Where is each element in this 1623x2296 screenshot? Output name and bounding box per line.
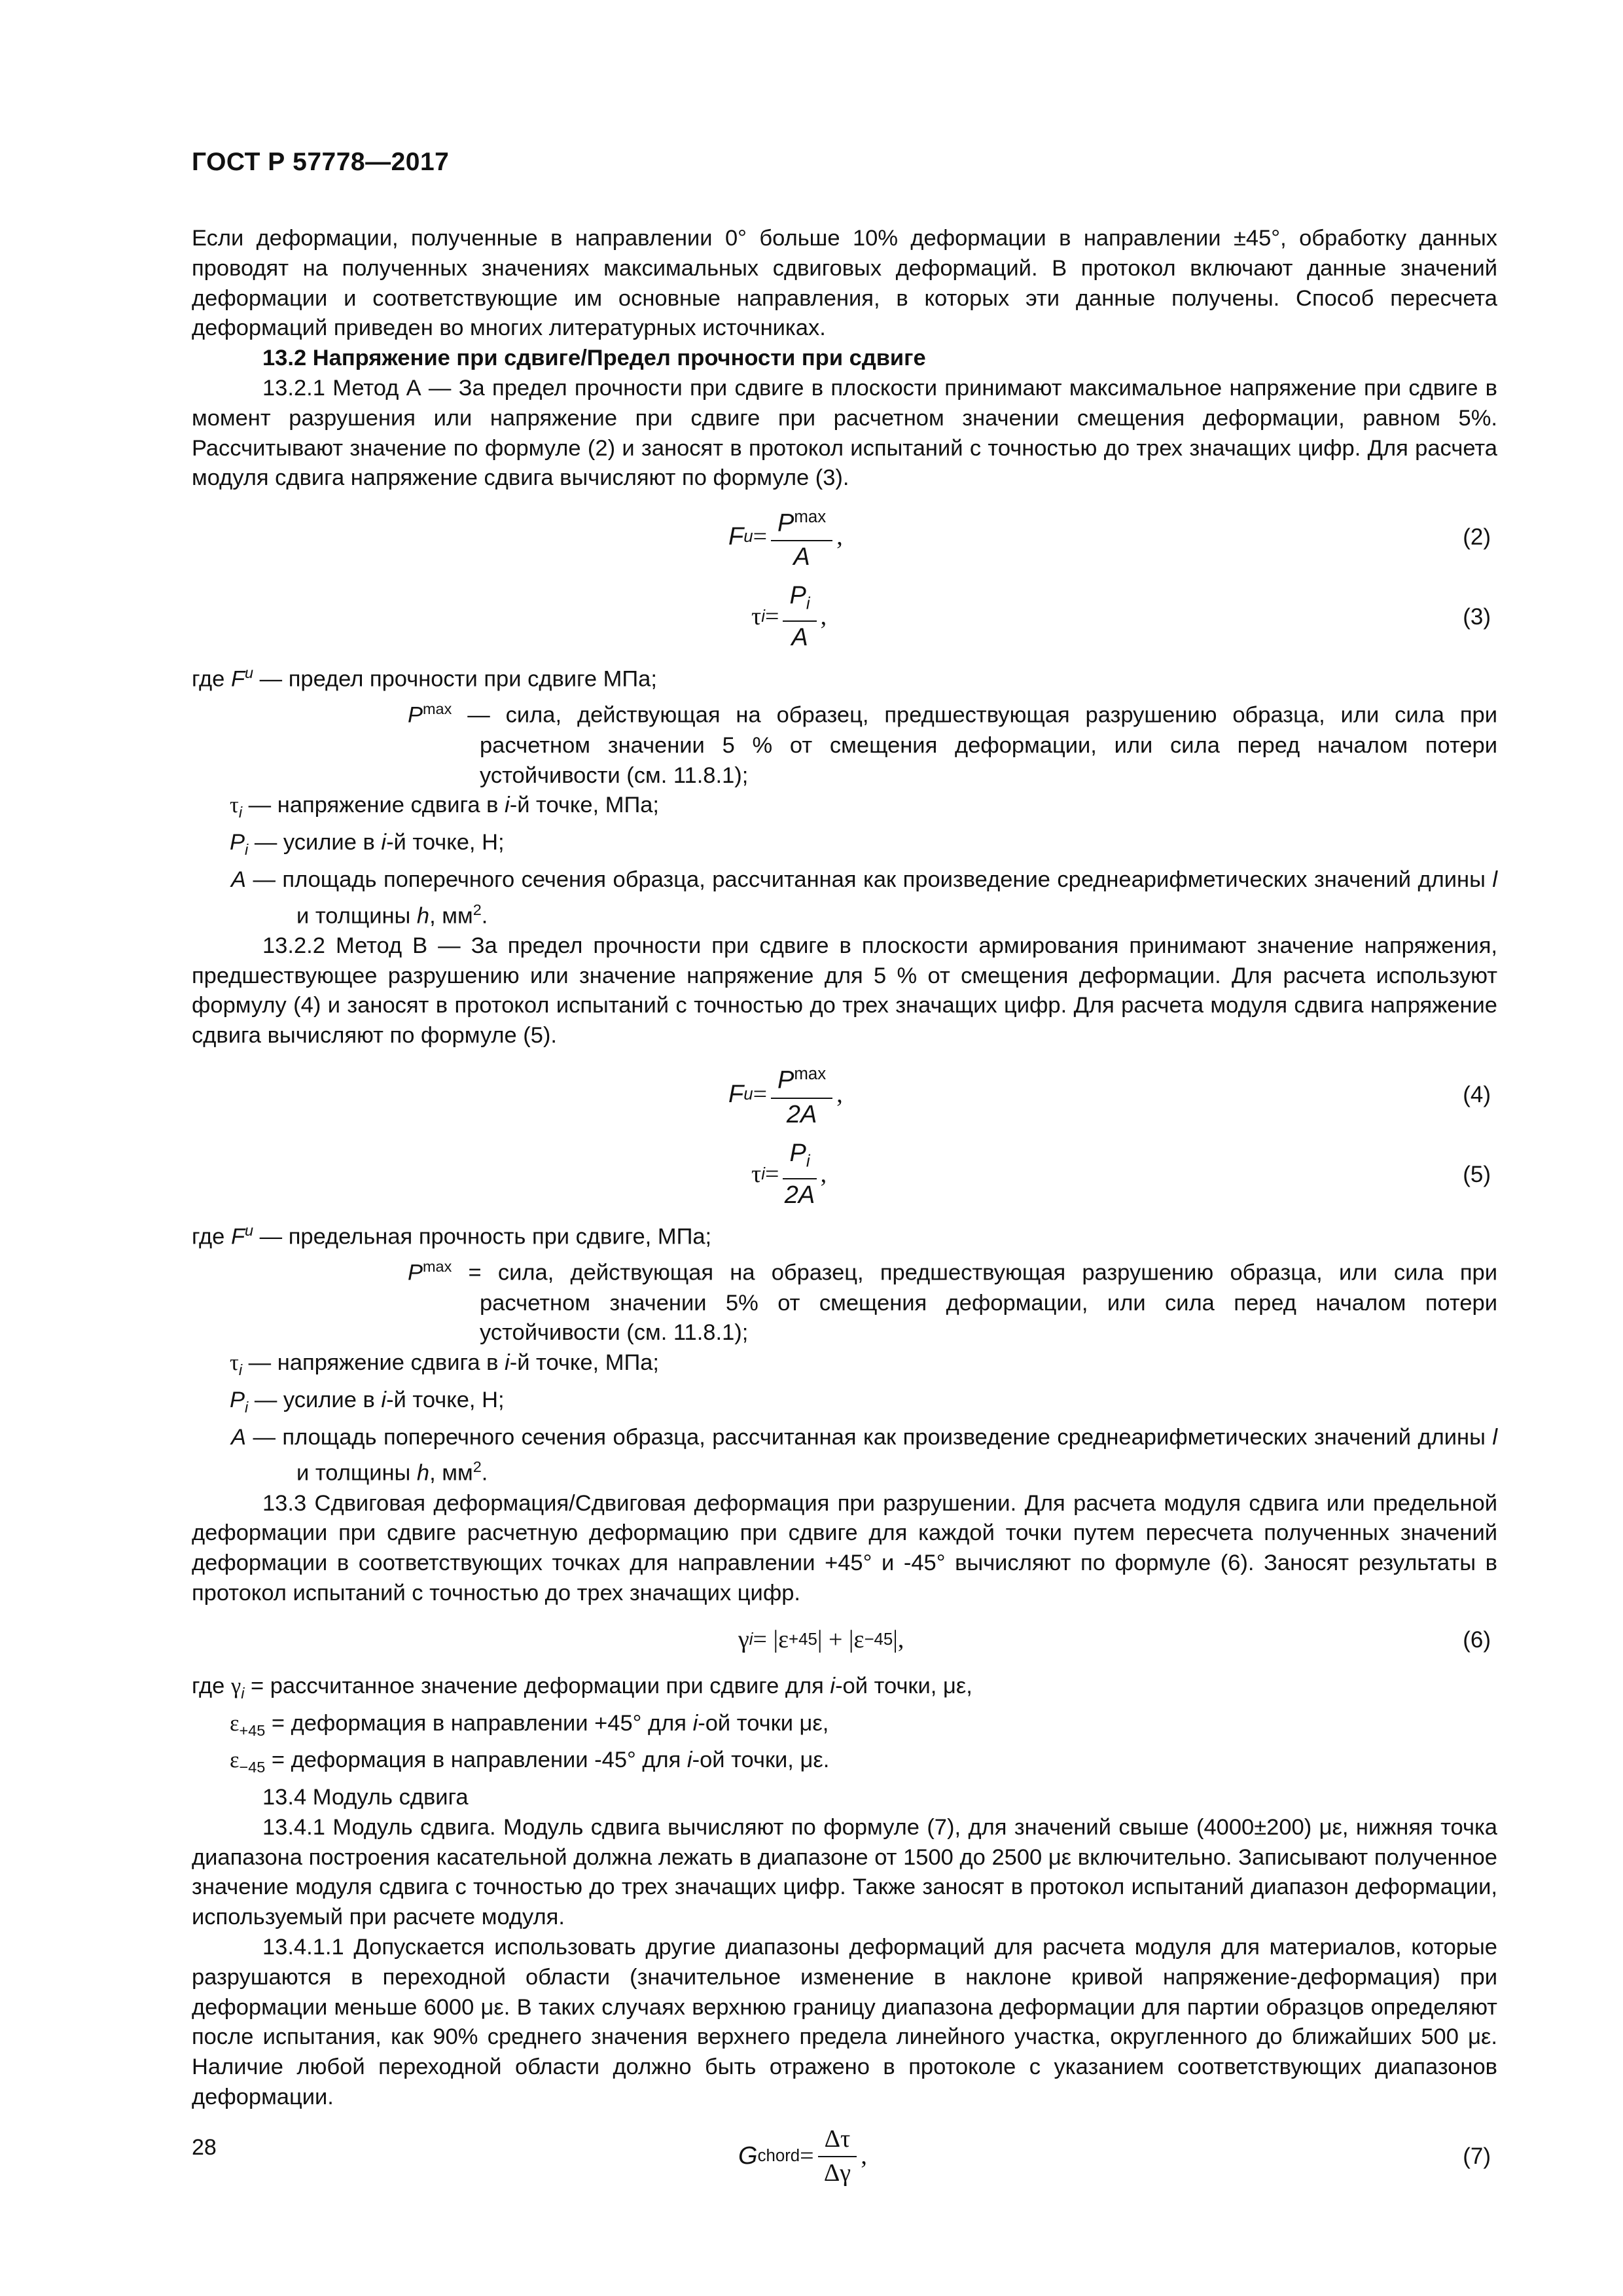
where-a-tau: $\tau_i$ — напряжение сдвига в i-й точке, МПа; — [230, 793, 660, 821]
paragraph-13-2-2: 13.2.2 Метод В — За предел прочности при сдвиге в плоскости армирования принимают значение напряжения, предшествующее разрушению или значение напряжение для 5 % от смещения деформации. Для расчета используют формулу (4) и заносят в протокол испытаний с точностью до трех значащих цифр. Для расчета модуля сдвига напряжение сдвига вычисляют по формуле (5). — [192, 933, 1497, 1049]
intro-paragraph: Если деформации, полученные в направлении 0° больше 10% деформации в направлении ±45°, обработку данных проводят на полученных значениях максимальных сдвиговых деформаций. В протокол включают данные значений деформации и соответствующие им основные направления, в которых эти данные получены. Способ пересчета деформаций приведен во многих литературных источниках. — [192, 226, 1497, 341]
section-13-4-heading: 13.4 Модуль сдвига — [262, 1784, 469, 1810]
document-id-header: ГОСТ Р 57778—2017 — [192, 148, 450, 176]
where-a-fu: где $F^u$ — предел прочности при сдвиге МПа; — [192, 664, 657, 692]
formula-2-fraction: $\frac{P^{max}}{A}$ — [771, 503, 832, 573]
where-a-pi: $P_i$ — усилие в i-й точке, Н; — [230, 830, 505, 858]
formula-4-fraction: $\frac{P^{max}}{2A}$ — [771, 1060, 832, 1130]
paragraph-13-4-1-1: 13.4.1.1 Допускается использовать другие диапазоны деформаций для расчета модуля для материалов, которые разрушаются в переходной области (значительное изменение в наклоне кривой напряжение-деформация) при деформации меньше 6000 με. В таких случаях верхнюю границу диапазона деформации для партии образцов определяют после испытания, как 90% среднего значения верхнего предела линейного участка, округленного до ближайших 500 με. Наличие любой переходной области должно быть отражено в протоколе с указанием соответствующих диапазонов деформации. — [192, 1934, 1497, 2109]
where-b-fu: где $F^u$ — предельная прочность при сдвиге, МПа; — [192, 1222, 712, 1249]
formula-4-number: (4) — [1463, 1082, 1491, 1108]
formula-3-fraction: $\frac{P_i}{A}$ — [783, 581, 816, 653]
formula-6: γ i = |ε +45 | + |ε −45 |, (6) — [192, 1614, 1497, 1666]
section-13-2-heading: 13.2 Напряжение при сдвиге/Предел прочности при сдвиге — [262, 346, 926, 371]
where-c-eps-minus: $\varepsilon_{-45}$ = деформация в направлении -45° для i-ой точки, με. — [230, 1748, 830, 1776]
formula-6-number: (6) — [1463, 1626, 1491, 1653]
paragraph-13-4-1: 13.4.1 Модуль сдвига. Модуль сдвига вычисляют по формуле (7), для значений свыше (4000±200) με, нижняя точка диапазона построения касательной должна лежать в диапазоне от 1500 до 2500 με включительно. Записывают полученное значение модуля сдвига с точностью до трех значащих цифр. Также заносят в протокол испытаний диапазон деформации, используемый при расчете модуля. — [192, 1814, 1497, 1930]
formula-2-number: (2) — [1463, 524, 1491, 550]
where-b-pi: $P_i$ — усилие в i-й точке, Н; — [230, 1387, 505, 1416]
where-b-tau: $\tau_i$ — напряжение сдвига в i-й точке, МПа; — [230, 1350, 660, 1379]
paragraph-13-2-1: 13.2.1 Метод А — За предел прочности при сдвиге в плоскости принимают максимальное напряжение при сдвиге в момент разрушения или напряжение при сдвиге при расчетном значении смещения деформации, равном 5%. Рассчитывают значение по формуле (2) и заносят в протокол испытаний с точностью до трех значащих цифр. Для расчета модуля сдвига напряжение сдвига вычисляют по формуле (3). — [192, 375, 1497, 491]
where-c-gamma: где $\gamma_i$ = рассчитанное значение деформации при сдвиге для i-ой точки, με, — [192, 1673, 972, 1702]
formula-7: G chord = $\frac{\Delta\tau}{\Delta\gamma}$ , (7) — [192, 2118, 1497, 2195]
formula-7-number: (7) — [1463, 2143, 1491, 2169]
formula-7-fraction: $\frac{\Delta\tau}{\Delta\gamma}$ — [818, 2125, 857, 2189]
where-b-pmax: $P^{max}$ = сила, действующая на образец, предшествующая разрушению образца, или сила при расчетном значении 5% от смещения деформации, или сила перед началом потери устойчивости (см. 11.8.1); — [408, 1258, 1497, 1346]
where-a-area: A — площадь поперечного сечения образца, рассчитанная как произведение среднеарифметических значений длины l и толщины h, $мм^2$. — [231, 867, 1497, 929]
formula-3-number: (3) — [1463, 604, 1491, 630]
formula-2: F u = $\frac{P^{max}}{A}$ , (2) — [192, 499, 1497, 576]
formula-4: F u = $\frac{P^{max}}{2A}$ , (4) — [192, 1056, 1497, 1134]
document-body — [192, 224, 1497, 2200]
formula-5-number: (5) — [1463, 1162, 1491, 1188]
where-c-eps-plus: $\varepsilon_{+45}$ = деформация в направлении +45° для i-ой точки με, — [230, 1710, 829, 1739]
page-number: 28 — [192, 2135, 217, 2160]
formula-5: τ i = $\frac{P_i}{2A}$ , (5) — [192, 1139, 1497, 1211]
where-b-area: A — площадь поперечного сечения образца, рассчитанная как произведение среднеарифметических значений длины l и толщины h, $мм^2$. — [231, 1424, 1497, 1486]
where-a-pmax: $P^{max}$ — сила, действующая на образец, предшествующая разрушению образца, или сила при расчетном значении 5 % от смещения деформации, или сила перед началом потери устойчивости (см. 11.8.1); — [408, 700, 1497, 788]
paragraph-13-3: 13.3 Сдвиговая деформация/Сдвиговая деформация при разрушении. Для расчета модуля сдвига или предельной деформации при сдвиге расчетную деформацию при сдвиге для каждой точки путем пересчета полученных значений деформации в соответствующих точках для направлении +45° и -45° вычисляют по формуле (6). Заносят результаты в протокол испытаний с точностью до трех значащих цифр. — [192, 1490, 1497, 1606]
formula-3: τ i = $\frac{P_i}{A}$ , (3) — [192, 581, 1497, 653]
formula-5-fraction: $\frac{P_i}{2A}$ — [783, 1139, 816, 1211]
